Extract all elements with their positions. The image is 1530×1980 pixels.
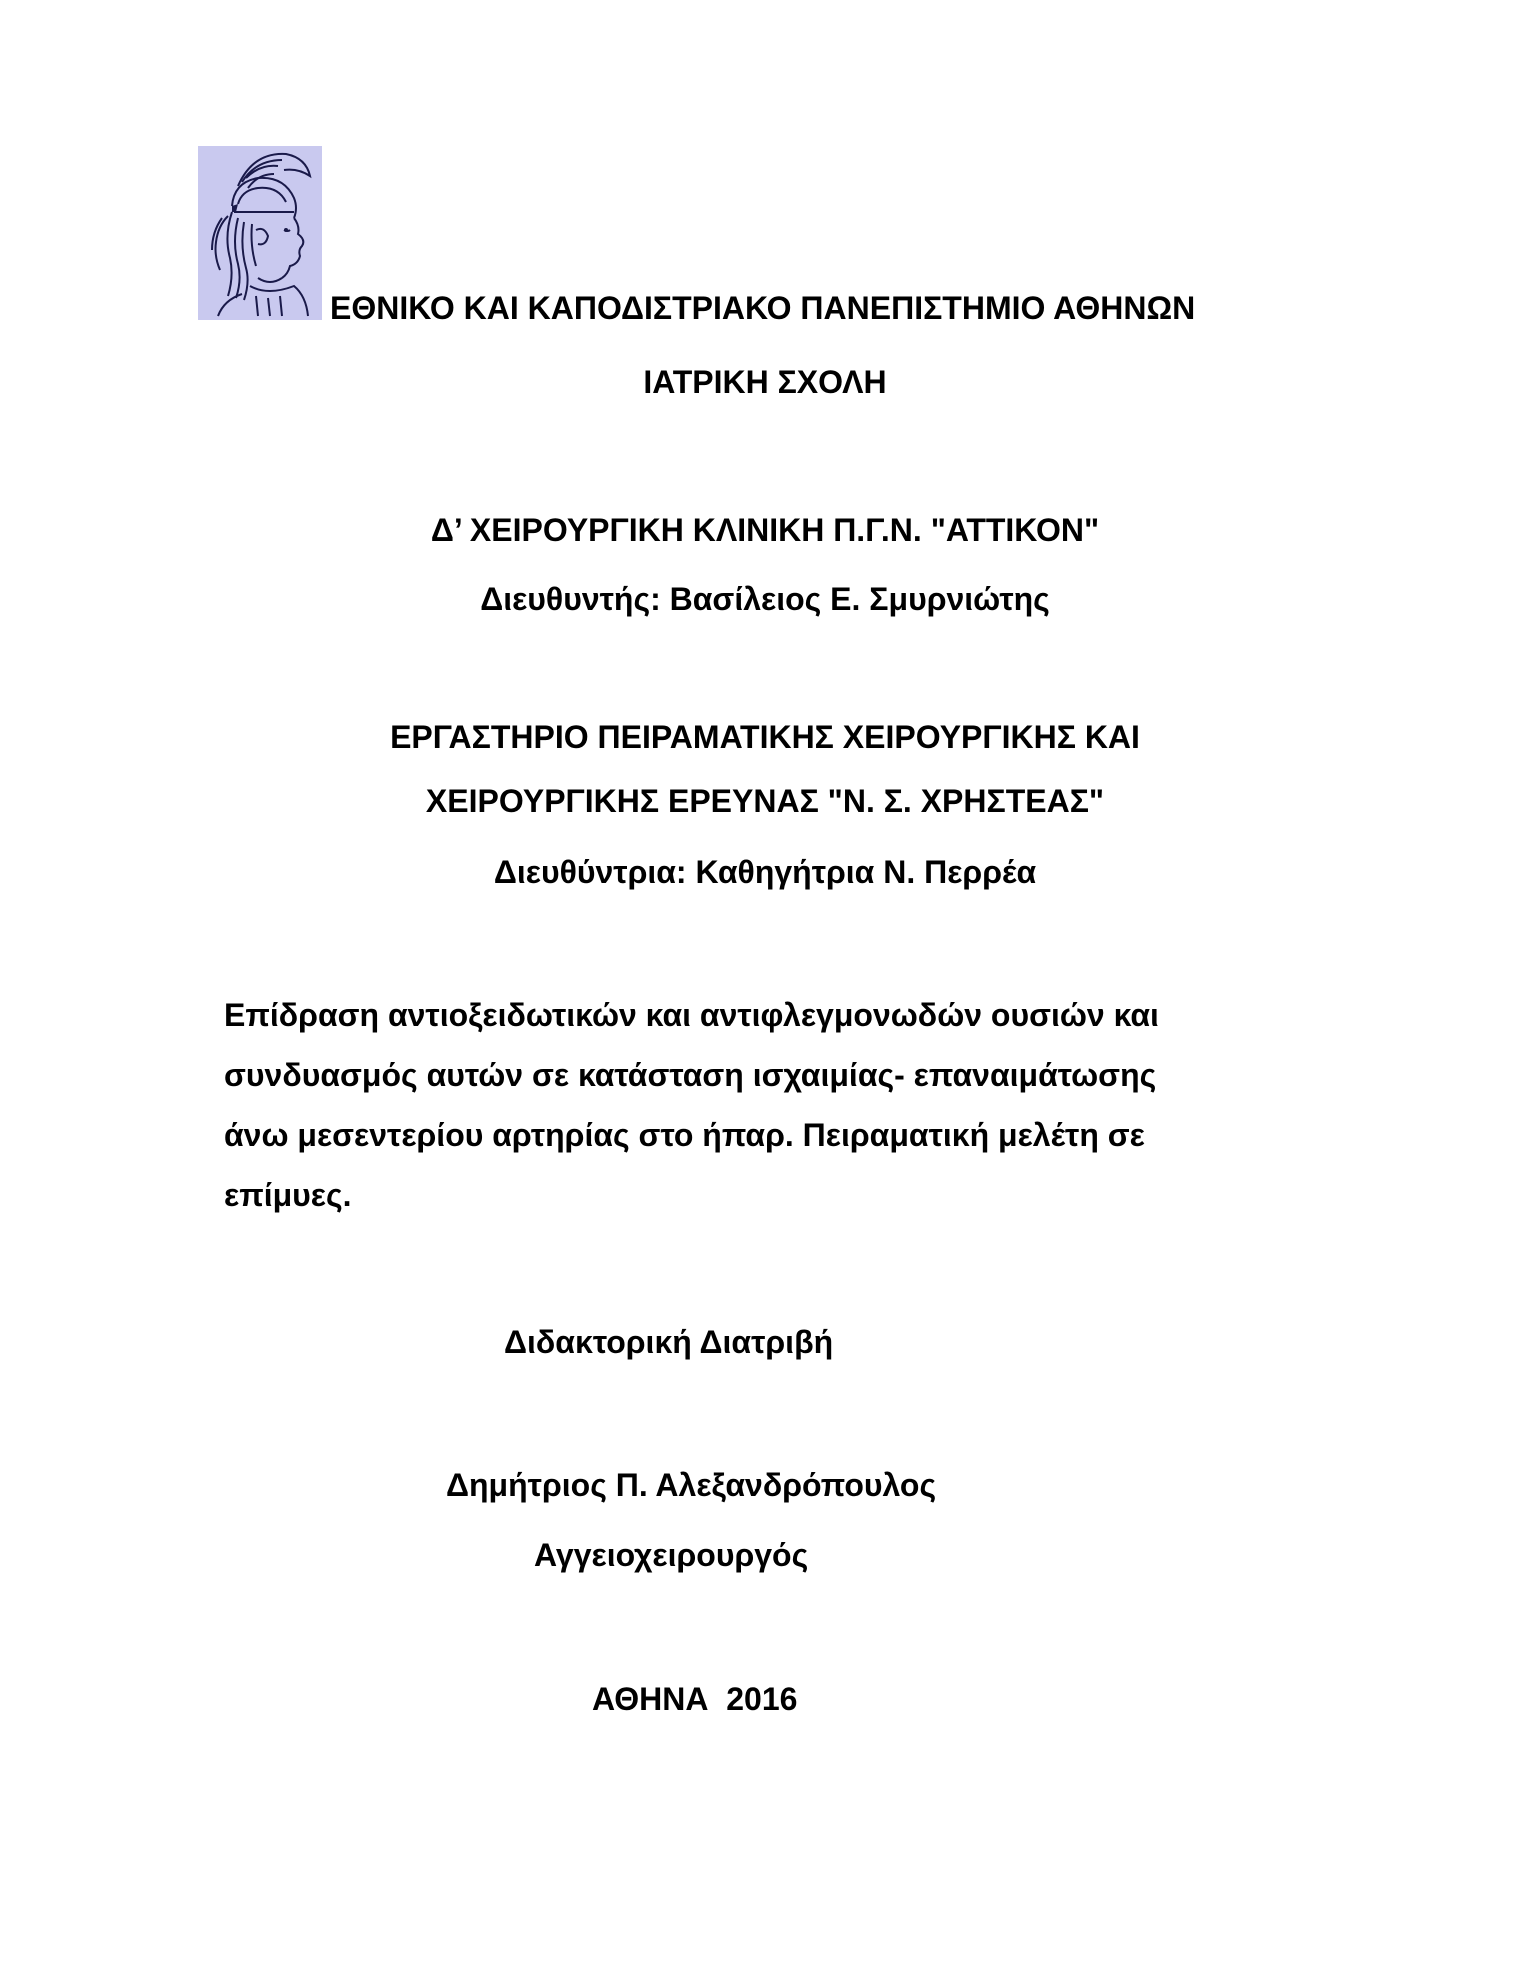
- clinic-name: Δ’ ΧΕΙΡΟΥΡΓΙΚΗ ΚΛΙΝΙΚΗ Π.Γ.Ν. "ΑΤΤΙΚΟΝ": [430, 512, 1100, 548]
- clinic-director: Διευθυντής: Βασίλειος Ε. Σμυρνιώτης: [480, 581, 1050, 617]
- author-title: Αγγειοχειρουργός: [534, 1537, 809, 1573]
- thesis-title-line: συνδυασμός αυτών σε κατάσταση ισχαιμίας- επαναιμάτωσης: [224, 1057, 1157, 1093]
- place-year: ΑΘΗΝΑ 2016: [592, 1681, 798, 1717]
- thesis-title-line: Επίδραση αντιοξειδωτικών και αντιφλεγμονωδών ουσιών και: [224, 997, 1159, 1033]
- lab-name-line-1: ΕΡΓΑΣΤΗΡΙΟ ΠΕΙΡΑΜΑΤΙΚΗΣ ΧΕΙΡΟΥΡΓΙΚΗΣ ΚΑΙ: [390, 719, 1140, 755]
- university-name: ΕΘΝΙΚΟ ΚΑΙ ΚΑΠΟΔΙΣΤΡΙΑΚΟ ΠΑΝΕΠΙΣΤΗΜΙΟ ΑΘΗΝΩΝ: [330, 290, 1196, 326]
- lab-name-line-2: ΧΕΙΡΟΥΡΓΙΚΗΣ ΕΡΕΥΝΑΣ "Ν. Σ. ΧΡΗΣΤΕΑΣ": [425, 783, 1105, 819]
- thesis-title-line: άνω μεσεντερίου αρτηρίας στο ήπαρ. Πειραματική μελέτη σε: [224, 1117, 1145, 1153]
- author-name: Δημήτριος Π. Αλεξανδρόπουλος: [446, 1467, 937, 1503]
- school-name: ΙΑΤΡΙΚΗ ΣΧΟΛΗ: [643, 364, 887, 400]
- lab-director: Διευθύντρια: Καθηγήτρια Ν. Περρέα: [493, 854, 1037, 890]
- thesis-title-line: επίμυες.: [224, 1177, 352, 1213]
- document-type: Διδακτορική Διατριβή: [504, 1324, 834, 1360]
- thesis-title: [224, 985, 1304, 1225]
- athena-head-logo-icon: [198, 146, 322, 320]
